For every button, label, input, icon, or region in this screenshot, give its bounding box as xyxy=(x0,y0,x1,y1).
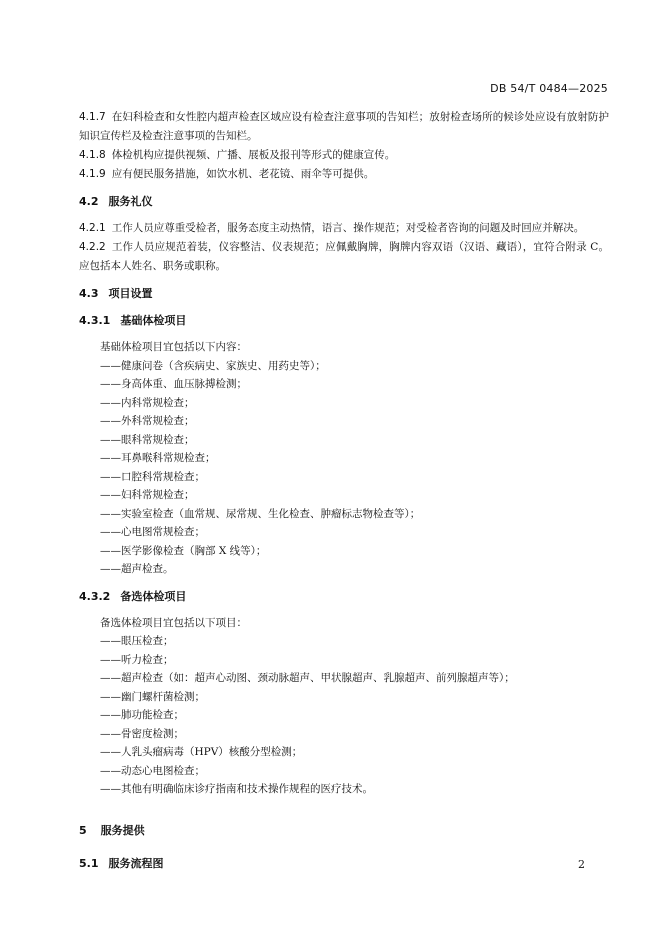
section-heading-4-2 xyxy=(79,192,609,211)
list-item: ——超声检查。 xyxy=(100,563,174,575)
list-item: ——口腔科常规检查； xyxy=(100,470,205,483)
list-item: ——外科常规检查； xyxy=(100,415,195,427)
section-title: 备选体检项目 xyxy=(120,589,187,603)
document-id: DB 54/T 0484—2025 xyxy=(490,82,608,95)
list-item: ——超声检查（如：超声心动图、颈动脉超声、甲状腺超声、乳腺超声、前列腺超声等）； xyxy=(100,672,515,684)
clause-text: 工作人员应尊重受检者，服务态度主动热情，语言、操作规范；对受检者咨询的问题及时回应并解决。 xyxy=(111,222,585,234)
list-item: ——其他有明确临床诊疗指南和技术操作规程的医疗技术。 xyxy=(100,783,373,795)
clause-text: 在妇科检查和女性腔内超声检查区域应设有检查注意事项的告知栏；放射检查场所的候诊处应设有放射防护知识宣传栏及检查注意事项的告知栏。 xyxy=(79,111,609,142)
list-item: ——人乳头瘤病毒（HPV）核酸分型检测； xyxy=(100,746,303,758)
section-number: 5.1 xyxy=(79,856,99,870)
clause-4-2-2 xyxy=(79,238,609,276)
list-item: ——眼科常规检查； xyxy=(100,433,195,446)
clause-text: 体检机构应提供视频、广播、展板及报刊等形式的健康宣传。 xyxy=(111,149,396,161)
list-item: ——实验室检查（血常规、尿常规、生化检查、肿瘤标志物检查等）； xyxy=(100,507,421,520)
list-item: ——医学影像检查（胸部 X 线等）； xyxy=(100,544,267,557)
list-intro: 备选体检项目宜包括以下项目： xyxy=(100,616,247,629)
list-item: ——骨密度检测； xyxy=(100,727,184,740)
clause-4-1-9 xyxy=(79,165,609,184)
section-number: 5 xyxy=(79,823,87,837)
list-item: ——幽门螺杆菌检测； xyxy=(100,690,205,703)
clause-number: 4.1.7 xyxy=(79,111,106,123)
section-title: 服务流程图 xyxy=(108,856,164,870)
section-heading-5-1 xyxy=(79,854,609,873)
section-heading-4-3-1 xyxy=(79,311,609,330)
basic-items-list xyxy=(79,357,609,579)
optional-items-list xyxy=(79,632,609,799)
section-heading-4-3-2 xyxy=(79,587,609,606)
list-item: ——耳鼻喉科常规检查； xyxy=(100,452,216,464)
clause-4-2-1 xyxy=(79,219,609,238)
list-item: ——身高体重、血压脉搏检测； xyxy=(100,378,247,390)
clause-4-1-8 xyxy=(79,146,609,165)
section-title: 基础体检项目 xyxy=(120,314,187,327)
clause-text: 工作人员应规范着装，仪容整洁、仪表规范；应佩戴胸牌，胸牌内容双语（汉语、藏语），宜符合附录 C。应包括本人姓名、职务或职称。 xyxy=(79,241,609,272)
list-item: ——妇科常规检查； xyxy=(100,489,195,501)
list-item: ——肺功能检查； xyxy=(100,709,184,721)
page-number: 2 xyxy=(578,858,585,871)
list-item: ——听力检查； xyxy=(100,653,174,666)
clause-number: 4.2.2 xyxy=(79,241,106,253)
list-item: ——心电图常规检查； xyxy=(100,526,205,538)
clause-number: 4.1.9 xyxy=(79,168,106,180)
section-heading-4-3 xyxy=(79,284,609,303)
clause-number: 4.1.8 xyxy=(79,149,106,161)
section-title: 项目设置 xyxy=(108,287,153,300)
page-content xyxy=(79,108,609,881)
list-item: ——动态心电图检查； xyxy=(100,764,205,777)
list-item: ——健康问卷（含疾病史、家族史、用药史等）； xyxy=(100,359,326,372)
clause-number: 4.2.1 xyxy=(79,222,106,234)
section-title: 服务提供 xyxy=(100,823,145,837)
section-number: 4.3.2 xyxy=(79,589,111,603)
section-number: 4.2 xyxy=(79,195,99,208)
clause-text: 应有便民服务措施，如饮水机、老花镜、雨伞等可提供。 xyxy=(111,168,375,180)
list-intro: 基础体检项目宜包括以下内容： xyxy=(100,341,247,353)
list-item: ——内科常规检查； xyxy=(100,396,195,409)
clause-4-1-7 xyxy=(79,108,609,146)
list-item: ——眼压检查； xyxy=(100,635,174,647)
section-title: 服务礼仪 xyxy=(108,195,153,208)
section-heading-5 xyxy=(79,821,609,840)
section-number: 4.3 xyxy=(79,287,99,300)
section-number: 4.3.1 xyxy=(79,314,111,327)
